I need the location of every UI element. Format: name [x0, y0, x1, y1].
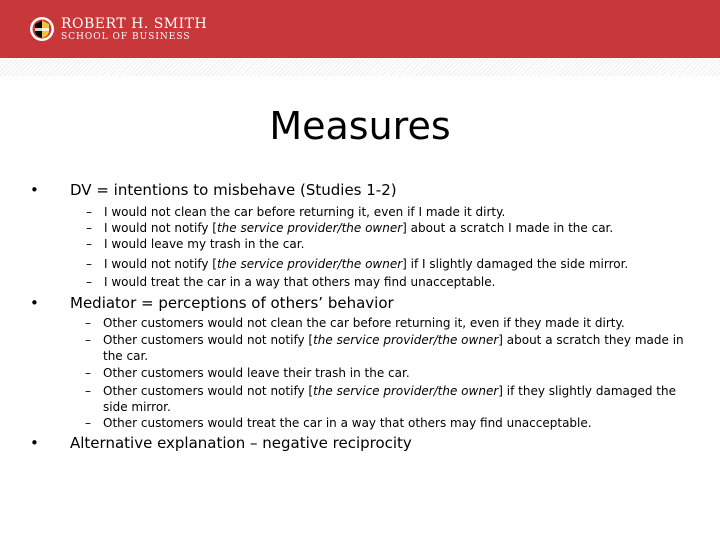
- dash-glyph: –: [86, 221, 92, 235]
- bullet-glyph: •: [30, 181, 39, 199]
- dash-glyph: –: [86, 275, 92, 289]
- university-seal-icon: [29, 16, 55, 42]
- logo-line-1: ROBERT H. SMITH: [61, 16, 208, 32]
- item-text: Other customers would not notify [the service provider/the owner] about a scratch they made in the car.: [103, 333, 684, 363]
- dash-glyph: –: [86, 257, 92, 271]
- dash-glyph: –: [86, 205, 92, 219]
- dash-glyph: –: [85, 416, 91, 430]
- item-text: I would not notify [the service provider/the owner] about a scratch I made in the car.: [104, 221, 614, 235]
- bullet-text: Alternative explanation – negative reciprocity: [70, 434, 412, 452]
- item-text: I would not clean the car before returning it, even if I made it dirty.: [104, 205, 506, 219]
- item-text: Other customers would treat the car in a way that others may find unacceptable.: [103, 416, 592, 430]
- slide-title: Measures: [269, 104, 451, 148]
- item-text: Other customers would not clean the car before returning it, even if they made it dirty.: [103, 316, 625, 330]
- bullet-text: DV = intentions to misbehave (Studies 1-2): [70, 181, 397, 199]
- school-logo: [61, 17, 207, 43]
- logo-line-2: SCHOOL OF BUSINESS: [61, 32, 191, 42]
- bullet-text: Mediator = perceptions of others’ behavior: [70, 294, 394, 312]
- bullet-glyph: •: [30, 434, 39, 452]
- dash-glyph: –: [85, 333, 91, 347]
- item-text: I would leave my trash in the car.: [104, 237, 305, 251]
- bullet-glyph: •: [30, 294, 39, 312]
- dash-glyph: –: [85, 384, 91, 398]
- item-text: I would not notify [the service provider/the owner] if I slightly damaged the side mirror.: [104, 257, 629, 271]
- item-text: I would treat the car in a way that others may find unacceptable.: [104, 275, 496, 289]
- item-text: Other customers would not notify [the service provider/the owner] if they slightly damaged the side mirror.: [103, 384, 676, 414]
- dash-glyph: –: [85, 316, 91, 330]
- dash-glyph: –: [86, 237, 92, 251]
- header-bar: [0, 0, 720, 58]
- dash-glyph: –: [85, 366, 91, 380]
- item-text: Other customers would leave their trash in the car.: [103, 366, 410, 380]
- header-hatch-divider: [0, 58, 720, 76]
